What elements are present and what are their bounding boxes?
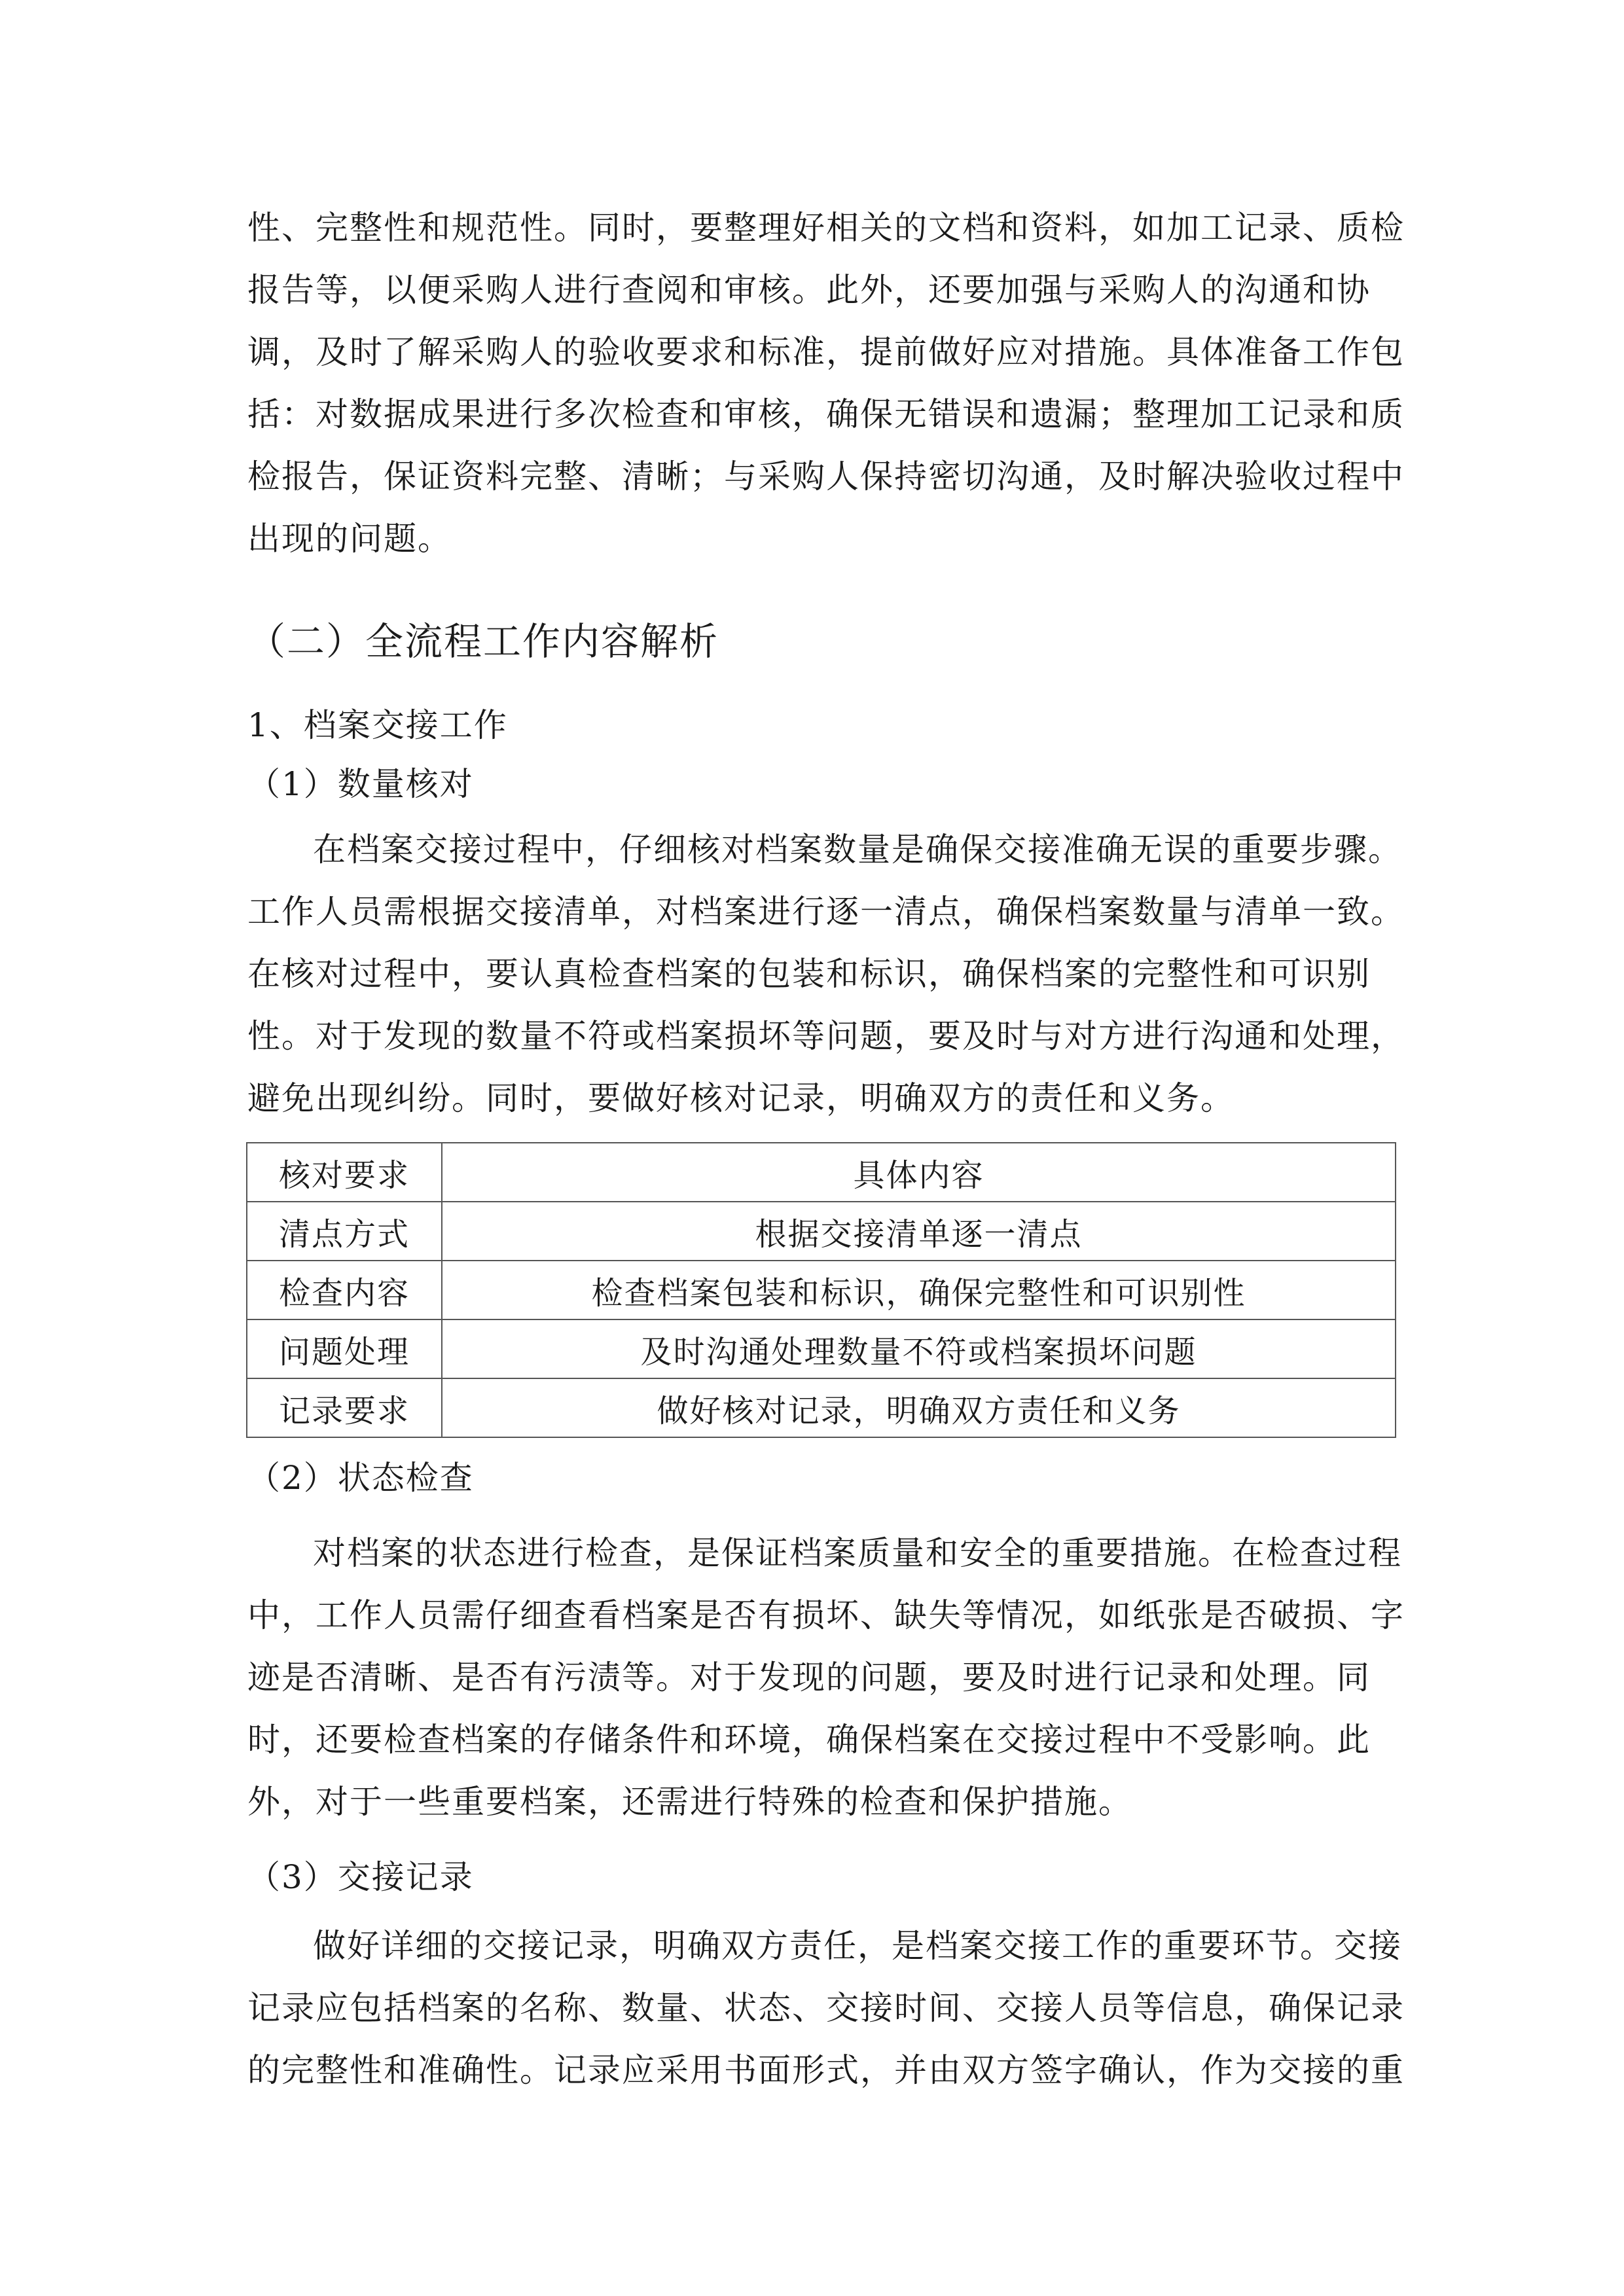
item2-line-4: 时，还要检查档案的存储条件和环境，确保档案在交接过程中不受影响。此 (247, 1721, 1371, 1759)
intro-line-2: 报告等，以便采购人进行查阅和审核。此外，还要加强与采购人的沟通和协 (247, 271, 1371, 309)
intro-line-6: 出现的问题。 (247, 520, 452, 558)
item1-line-3: 在核对过程中，要认真检查档案的包装和标识，确保档案的完整性和可识别 (247, 955, 1371, 993)
table-cell: 及时沟通处理数量不符或档案损坏问题 (442, 1319, 1396, 1378)
check-requirements-table (246, 1142, 1396, 1438)
table-header-row (247, 1143, 1396, 1202)
table-row (247, 1319, 1396, 1378)
table-row (247, 1202, 1396, 1261)
table-cell: 检查档案包装和标识，确保完整性和可识别性 (442, 1261, 1396, 1319)
item1-title: （1）数量核对 (247, 765, 474, 803)
item1-line-5: 避免出现纠纷。同时，要做好核对记录，明确双方的责任和义务。 (247, 1079, 1235, 1117)
sub-heading: 1、档案交接工作 (247, 706, 508, 744)
item3-line-2: 记录应包括档案的名称、数量、状态、交接时间、交接人员等信息，确保记录 (247, 1989, 1405, 2027)
table-cell: 问题处理 (247, 1319, 442, 1378)
item2-title: （2）状态检查 (247, 1459, 474, 1497)
section-heading: （二）全流程工作内容解析 (247, 619, 719, 664)
table-cell: 清点方式 (247, 1202, 442, 1261)
intro-line-3: 调，及时了解采购人的验收要求和标准，提前做好应对措施。具体准备工作包 (247, 333, 1405, 371)
item2-line-5: 外，对于一些重要档案，还需进行特殊的检查和保护措施。 (247, 1783, 1132, 1821)
table-header-cell: 核对要求 (247, 1143, 442, 1202)
table-row (247, 1378, 1396, 1437)
intro-line-5: 检报告，保证资料完整、清晰；与采购人保持密切沟通，及时解决验收过程中 (247, 457, 1405, 495)
item3-line-1: 做好详细的交接记录，明确双方责任，是档案交接工作的重要环节。交接 (313, 1927, 1402, 1965)
item3-title: （3）交接记录 (247, 1858, 474, 1896)
table-cell: 根据交接清单逐一清点 (442, 1202, 1396, 1261)
table-row (247, 1261, 1396, 1319)
item2-line-1: 对档案的状态进行检查，是保证档案质量和安全的重要措施。在检查过程 (313, 1534, 1402, 1572)
intro-line-1: 性、完整性和规范性。同时，要整理好相关的文档和资料，如加工记录、质检 (247, 209, 1405, 247)
intro-line-4: 括：对数据成果进行多次检查和审核，确保无错误和遗漏；整理加工记录和质 (247, 395, 1405, 433)
item1-line-4: 性。对于发现的数量不符或档案损坏等问题，要及时与对方进行沟通和处理， (247, 1017, 1405, 1055)
item2-line-2: 中，工作人员需仔细查看档案是否有损坏、缺失等情况，如纸张是否破损、字 (247, 1596, 1405, 1634)
item3-line-3: 的完整性和准确性。记录应采用书面形式，并由双方签字确认，作为交接的重 (247, 2051, 1405, 2089)
table-header-cell: 具体内容 (442, 1143, 1396, 1202)
item1-line-1: 在档案交接过程中，仔细核对档案数量是确保交接准确无误的重要步骤。 (313, 831, 1402, 869)
item2-line-3: 迹是否清晰、是否有污渍等。对于发现的问题，要及时进行记录和处理。同 (247, 1659, 1371, 1696)
table-cell: 检查内容 (247, 1261, 442, 1319)
table-cell: 记录要求 (247, 1378, 442, 1437)
item1-line-2: 工作人员需根据交接清单，对档案进行逐一清点，确保档案数量与清单一致。 (247, 893, 1405, 931)
table-cell: 做好核对记录，明确双方责任和义务 (442, 1378, 1396, 1437)
